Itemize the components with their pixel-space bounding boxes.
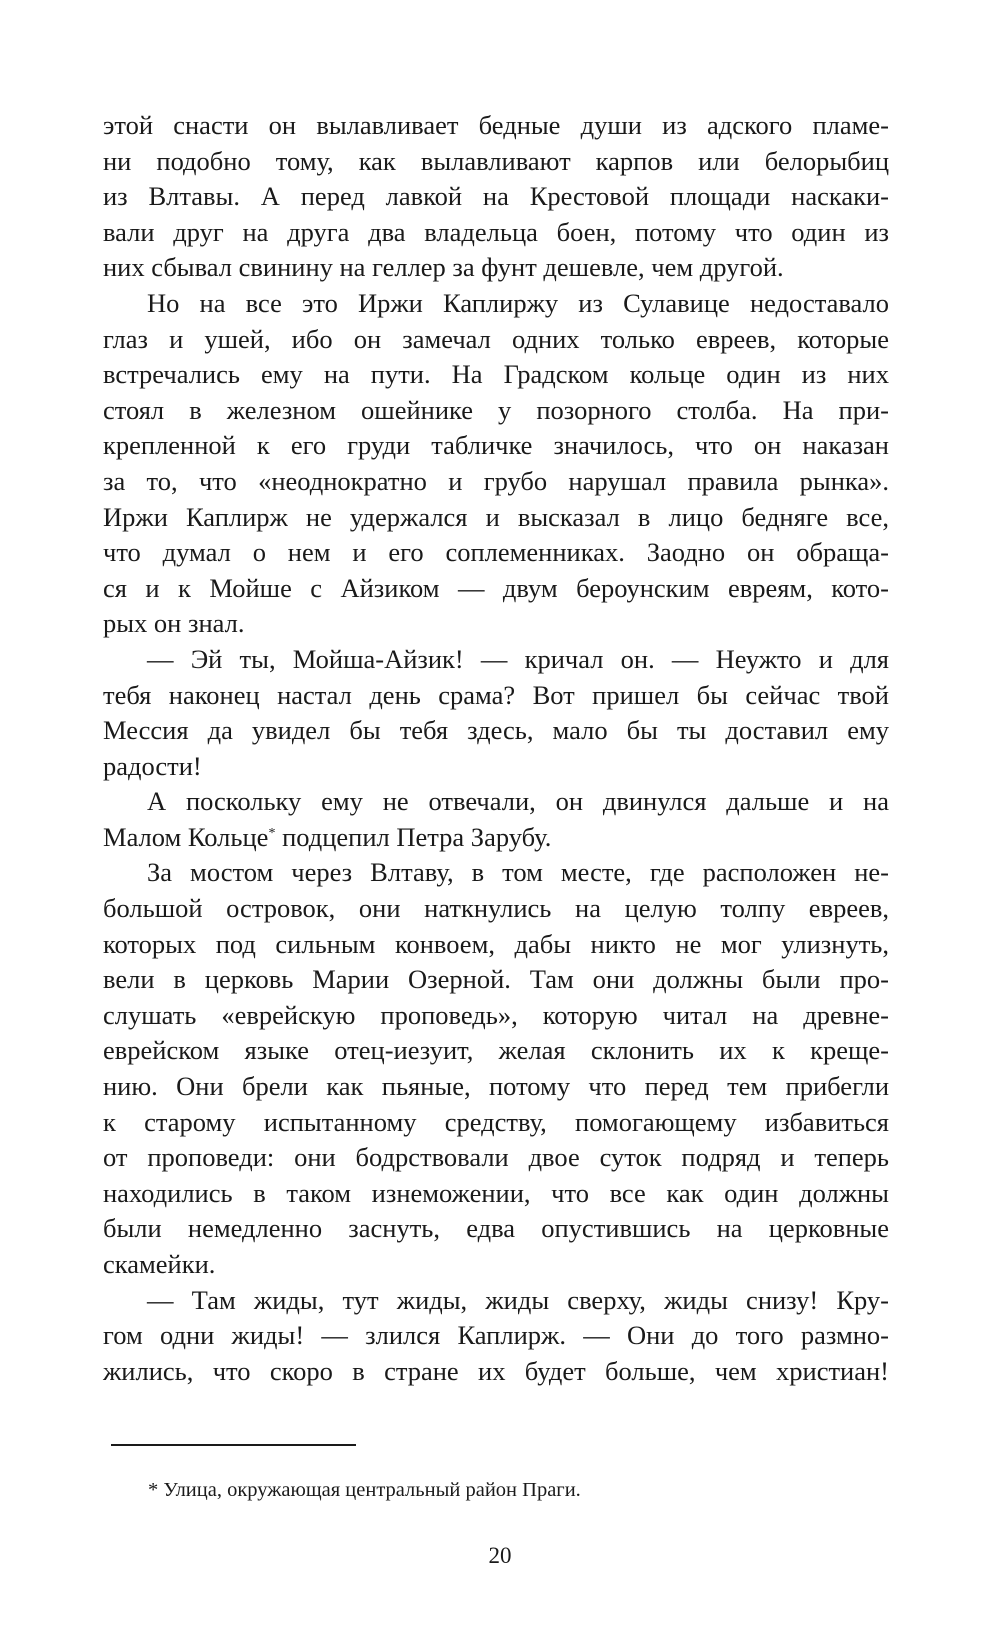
footnote-divider — [111, 1444, 356, 1446]
text-line: Но на все это Иржи Каплиржу из Сулавице недоставало — [147, 287, 889, 318]
text-line: большой островок, они наткнулись на целую толпу евреев, — [103, 893, 889, 924]
text-line: глаз и ушей, ибо он замечал одних только евреев, которые — [103, 323, 889, 354]
text-line: к старому испытанному средству, помогающему избавиться — [103, 1106, 889, 1137]
footnote — [148, 1476, 888, 1504]
text-line: Малом Кольце* подцепил Петра Зарубу. — [103, 821, 552, 852]
text-line: За мостом через Влтаву, в том месте, где расположен не- — [147, 857, 889, 888]
text-line: еврейском языке отец-иезуит, желая склонить их к креще- — [103, 1035, 889, 1066]
text-line: за то, что «неоднократно и грубо нарушал правила рынка». — [103, 465, 889, 496]
page-number: 20 — [488, 1543, 512, 1568]
text-line: из Влтавы. А перед лавкой на Крестовой площади наскаки- — [103, 181, 889, 212]
text-line: Иржи Каплирж не удержался и высказал в лицо бедняге все, — [103, 501, 889, 532]
text-line: рых он знал. — [103, 608, 245, 639]
text-line: вали друг на друга два владельца боен, потому что один из — [103, 216, 889, 247]
text-line: стоял в железном ошейнике у позорного столба. На при- — [103, 394, 889, 425]
text-line: жились, что скоро в стране их будет больше, чем христиан! — [103, 1355, 889, 1386]
text-line: встречались ему на пути. На Градском кольце один из них — [103, 359, 889, 390]
text-line: гом одни жиды! — злился Каплирж. — Они до того размно- — [103, 1320, 889, 1351]
text-line: слушать «еврейскую проповедь», которую читал на древне- — [103, 999, 889, 1030]
text-line: которых под сильным конвоем, дабы никто не мог улизнуть, — [103, 928, 889, 959]
text-line: радости! — [103, 750, 202, 781]
text-line: находились в таком изнеможении, что все как один должны — [103, 1177, 889, 1208]
text-line: этой снасти он вылавливает бедные души из адского пламе- — [103, 110, 889, 140]
text-line: них сбывал свинину на геллер за фунт дешевле, чем другой. — [103, 252, 784, 283]
text-line: — Эй ты, Мойша-Айзик! — кричал он. — Неужто и для — [147, 643, 889, 674]
text-line: ни подобно тому, как вылавливают карпов или белорыбиц — [103, 145, 889, 176]
text-line: скамейки. — [103, 1249, 216, 1279]
text-line: что думал о нем и его соплеменниках. Заодно он обраща- — [103, 537, 889, 568]
text-line: Мессия да увидел бы тебя здесь, мало бы ты доставил ему — [103, 715, 889, 746]
footnote-reference: * — [268, 825, 276, 841]
text-line: были немедленно заснуть, едва опустившись на церковные — [103, 1213, 889, 1244]
text-line: от проповеди: они бодрствовали двое суток подряд и теперь — [103, 1142, 889, 1173]
text-line: ся и к Мойше с Айзиком — двум бероунским евреям, кото- — [103, 572, 889, 603]
footnote-marker: * — [148, 1479, 159, 1501]
text-line: А поскольку ему не отвечали, он двинулся дальше и на — [147, 786, 889, 817]
text-line: нию. Они брели как пьяные, потому что перед тем прибегли — [103, 1071, 889, 1102]
text-line: тебя наконец настал день срама? Вот пришел бы сейчас твой — [103, 679, 889, 710]
text-line: — Там жиды, тут жиды, жиды сверху, жиды снизу! Кру- — [147, 1284, 889, 1315]
text-line: крепленной к его груди табличке значилось, что он наказан — [103, 430, 889, 461]
main-text — [103, 108, 889, 1389]
footnote-text: Улица, окружающая центральный район Праги. — [163, 1479, 581, 1501]
text-line: вели в церковь Марии Озерной. Там они должны были про- — [103, 964, 889, 995]
